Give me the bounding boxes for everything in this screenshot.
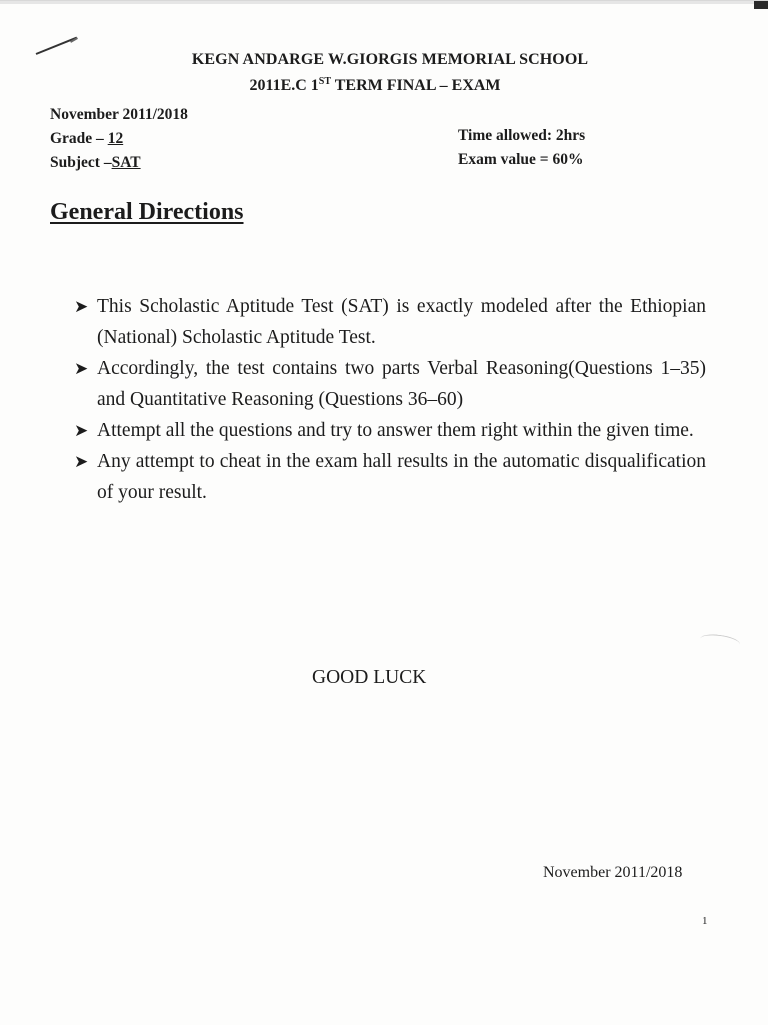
exam-term-title: [100, 76, 650, 95]
direction-item: [74, 415, 706, 446]
subject-value: SAT: [111, 154, 141, 171]
directions-list: [74, 291, 706, 508]
direction-text: Accordingly, the test contains two parts Verbal Reasoning(Questions 1–35) and Quantitative Reasoning (Questions 36–60): [97, 358, 706, 410]
direction-item: [74, 446, 706, 508]
arrow-bullet-icon: ➤: [74, 421, 89, 440]
arrow-bullet-icon: ➤: [74, 297, 89, 316]
direction-item: [74, 291, 706, 353]
direction-text: Any attempt to cheat in the exam hall results in the automatic disqualification of your result.: [97, 451, 706, 503]
exam-value: Exam value = 60%: [458, 151, 584, 168]
subject-label: Subject –: [50, 154, 112, 171]
grade-value: 12: [107, 130, 124, 147]
direction-text: Attempt all the questions and try to answer them right within the given time.: [97, 420, 694, 441]
term-suffix: TERM FINAL – EXAM: [331, 77, 501, 94]
arrow-bullet-icon: ➤: [74, 359, 89, 378]
scan-corner-mark: [754, 1, 768, 9]
good-luck-text: GOOD LUCK: [312, 667, 427, 688]
arrow-bullet-icon: ➤: [74, 452, 89, 471]
exam-meta-left: [50, 103, 188, 175]
school-name: KEGN ANDARGE W.GIORGIS MEMORIAL SCHOOL: [191, 51, 589, 68]
exam-date: November 2011/2018: [50, 106, 188, 123]
direction-item: [74, 353, 706, 415]
scan-edge: [0, 1, 768, 4]
term-prefix: 2011E.C 1: [249, 77, 319, 94]
time-allowed: Time allowed: 2hrs: [458, 127, 586, 144]
grade-label: Grade –: [50, 130, 108, 147]
footer-date: November 2011/2018: [543, 864, 683, 881]
term-superscript: ST: [318, 76, 332, 87]
directions-heading: General Directions: [50, 199, 244, 225]
scan-smudge: [699, 632, 740, 650]
exam-meta-right: [458, 124, 585, 172]
grade-line: [50, 127, 188, 151]
subject-line: [50, 151, 188, 175]
page-number: 1: [702, 915, 708, 927]
direction-text: This Scholastic Aptitude Test (SAT) is exactly modeled after the Ethiopian (National) Scholastic Aptitude Test.: [97, 296, 706, 348]
